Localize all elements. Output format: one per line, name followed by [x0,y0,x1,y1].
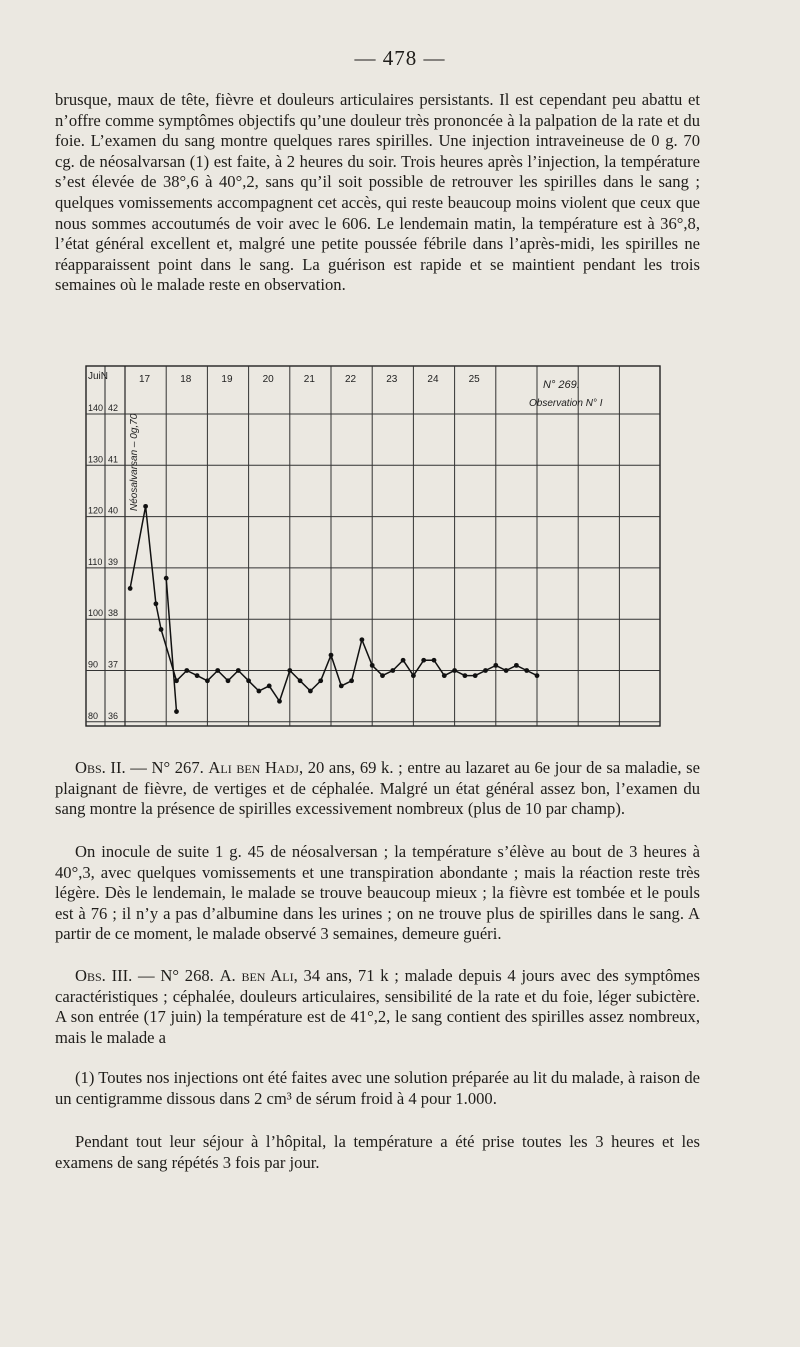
temperature-point [154,601,159,606]
temperature-point [215,668,220,673]
temperature-line [130,506,537,701]
temperature-point [390,668,395,673]
temperature-point [236,668,241,673]
temperature-point [504,668,509,673]
observation-2-continued: On inocule de suite 1 g. 45 de néosalversan ; la température s’élève au bout de 3 heures à 40°,3, avec quelques vomissements et une transpiration abondante ; mais la réaction reste très légère. Dès le lendemain, le malade se trouve beaucoup mieux ; la fièvre est tombée et le pouls est à 76 ; il n’y a pas d’albumine dans les urines ; on ne trouve plus de spirilles dans le sang. A partir de ce moment, le malade observé 3 semaines, demeure guéri. [55,842,700,944]
obs3-text: , 34 ans, 71 k ; malade depuis 4 jours avec des symptômes caractéristiques ; céphalée, douleurs articulaires, sensibilité de la rate et du foie, léger subictère. A son entrée (17 juin) la température est de 41°,2, le sang contient des spirilles assez nombreux, mais le malade a [55,966,701,1047]
pulse-line [166,578,176,711]
pulse-tick-label: 120 [88,505,104,516]
temp-tick-label: 38 [108,608,119,619]
chart-grid [86,366,660,726]
temperature-point [463,673,468,678]
temperature-point [411,673,416,678]
pulse-tick-label: 100 [88,608,104,619]
temp-tick-label: 41 [108,454,119,465]
temp-tick-label: 39 [108,556,119,567]
temperature-point [226,678,231,683]
obs2-patient-name: Ali ben Hadj [208,758,299,777]
temperature-point [473,673,478,678]
temperature-chart [78,362,668,734]
pulse-tick-label: 140 [88,403,104,413]
pulse-tick-label: 90 [88,659,99,670]
temperature-point [524,668,529,673]
pulse-tick-label: 80 [88,710,99,721]
obs3-patient-name: A. ben Ali [219,966,294,985]
temperature-point [493,663,498,668]
obs2-heading: Obs. II. [75,758,126,777]
pulse-point [174,709,179,714]
temperature-point [184,668,189,673]
temperature-point [370,663,375,668]
temperature-point [380,673,385,678]
temperature-point [195,673,200,678]
temperature-point [287,668,292,673]
page-number: — 478 — [354,46,446,70]
footnote-2: Pendant tout leur séjour à l’hôpital, la température a été prise toutes les 3 heures et les examens de sang répétés 3 fois par jour. [55,1132,700,1172]
temperature-point [452,668,457,673]
corner-header: JuiN [88,371,109,382]
chart-svg [78,362,668,734]
temperature-point [277,699,282,704]
temperature-point [159,627,164,632]
temperature-point [267,683,272,688]
obs2-number: — N° 267. [125,758,209,777]
day-label: 18 [180,374,192,385]
temperature-point [535,673,540,678]
day-label: 24 [427,374,439,385]
temperature-point [349,678,354,683]
observation-3 [55,966,700,1048]
temperature-point [318,678,323,683]
day-label: 23 [386,374,398,385]
chart-labels [88,371,603,721]
temperature-point [421,658,426,663]
temperature-point [432,658,437,663]
intro-paragraph: brusque, maux de tête, fièvre et douleurs articulaires persistants. Il est cependant peu abattu et n’offre comme symptômes objectifs qu’une douleur très prononcée à la palpation de la rate et du foie. L’examen du sang montre quelques rares spirilles. Une injection intraveineuse de 0 g. 70 cg. de néosalvarsan (1) est faite, à 2 heures du soir. Trois heures après l’injection, la température s’est élevée de 38°,6 à 40°,2, sans qu’il soit possible de retrouver les spirilles dans le sang ; quelques vomissements accompagnent cet accès, qui reste beaucoup moins violent que ceux que nous sommes accoutumés de voir avec le 606. Le lendemain matin, la température est à 36°,8, l’état général excellent et, malgré une petite poussée fébrile dans l’après-midi, les spirilles ne réapparaissent point dans le sang. La guérison est rapide et se maintient pendant les trois semaines où le malade reste en observation. [55,90,700,295]
pulse-tick-label: 130 [88,454,104,465]
temperature-point [514,663,519,668]
temperature-point [308,689,313,694]
observation-label: Observation N° I [529,398,603,409]
temperature-point [360,637,365,642]
temp-tick-label: 40 [108,505,119,516]
obs3-number: — N° 268. [132,966,220,985]
temp-tick-label: 36 [108,710,119,721]
day-label: 19 [221,374,233,385]
temperature-point [339,683,344,688]
temperature-point [298,678,303,683]
footnote-1: (1) Toutes nos injections ont été faites avec une solution préparée au lit du malade, à raison de un centigramme dissous dans 2 cm³ de sérum froid à 4 pour 1.000. [55,1068,700,1108]
day-label: 20 [262,374,274,385]
obs3-heading: Obs. III. [75,966,133,985]
temperature-point [257,689,262,694]
temperature-point [329,653,334,658]
temperature-point [128,586,133,591]
temperature-point [442,673,447,678]
injection-annotation: Néosalvarsan – 0g,70 [129,413,140,511]
pulse-point [164,576,169,581]
chart-series [128,504,540,714]
temperature-point [483,668,488,673]
observation-2 [55,758,700,820]
temp-tick-label: 37 [108,659,119,670]
temperature-point [205,678,210,683]
temperature-point [401,658,406,663]
temp-tick-label: 42 [108,403,119,413]
observation-number: N° 269. [543,379,580,391]
day-label: 17 [139,374,151,385]
pulse-tick-label: 110 [88,556,103,567]
chart-frame [86,366,660,726]
temperature-point [143,504,148,509]
day-label: 21 [303,374,315,385]
day-label: 25 [468,374,480,385]
temperature-point [246,678,251,683]
day-label: 22 [345,374,357,385]
obs2-text: , 20 ans, 69 k. ; entre au lazaret au 6e jour de sa maladie, se plaignant de fièvre, de vertiges et de céphalée. Malgré un état général assez bon, l’examen du sang montre la présence de spirilles excessivement nombreux (plus de 10 par champ). [55,758,700,819]
